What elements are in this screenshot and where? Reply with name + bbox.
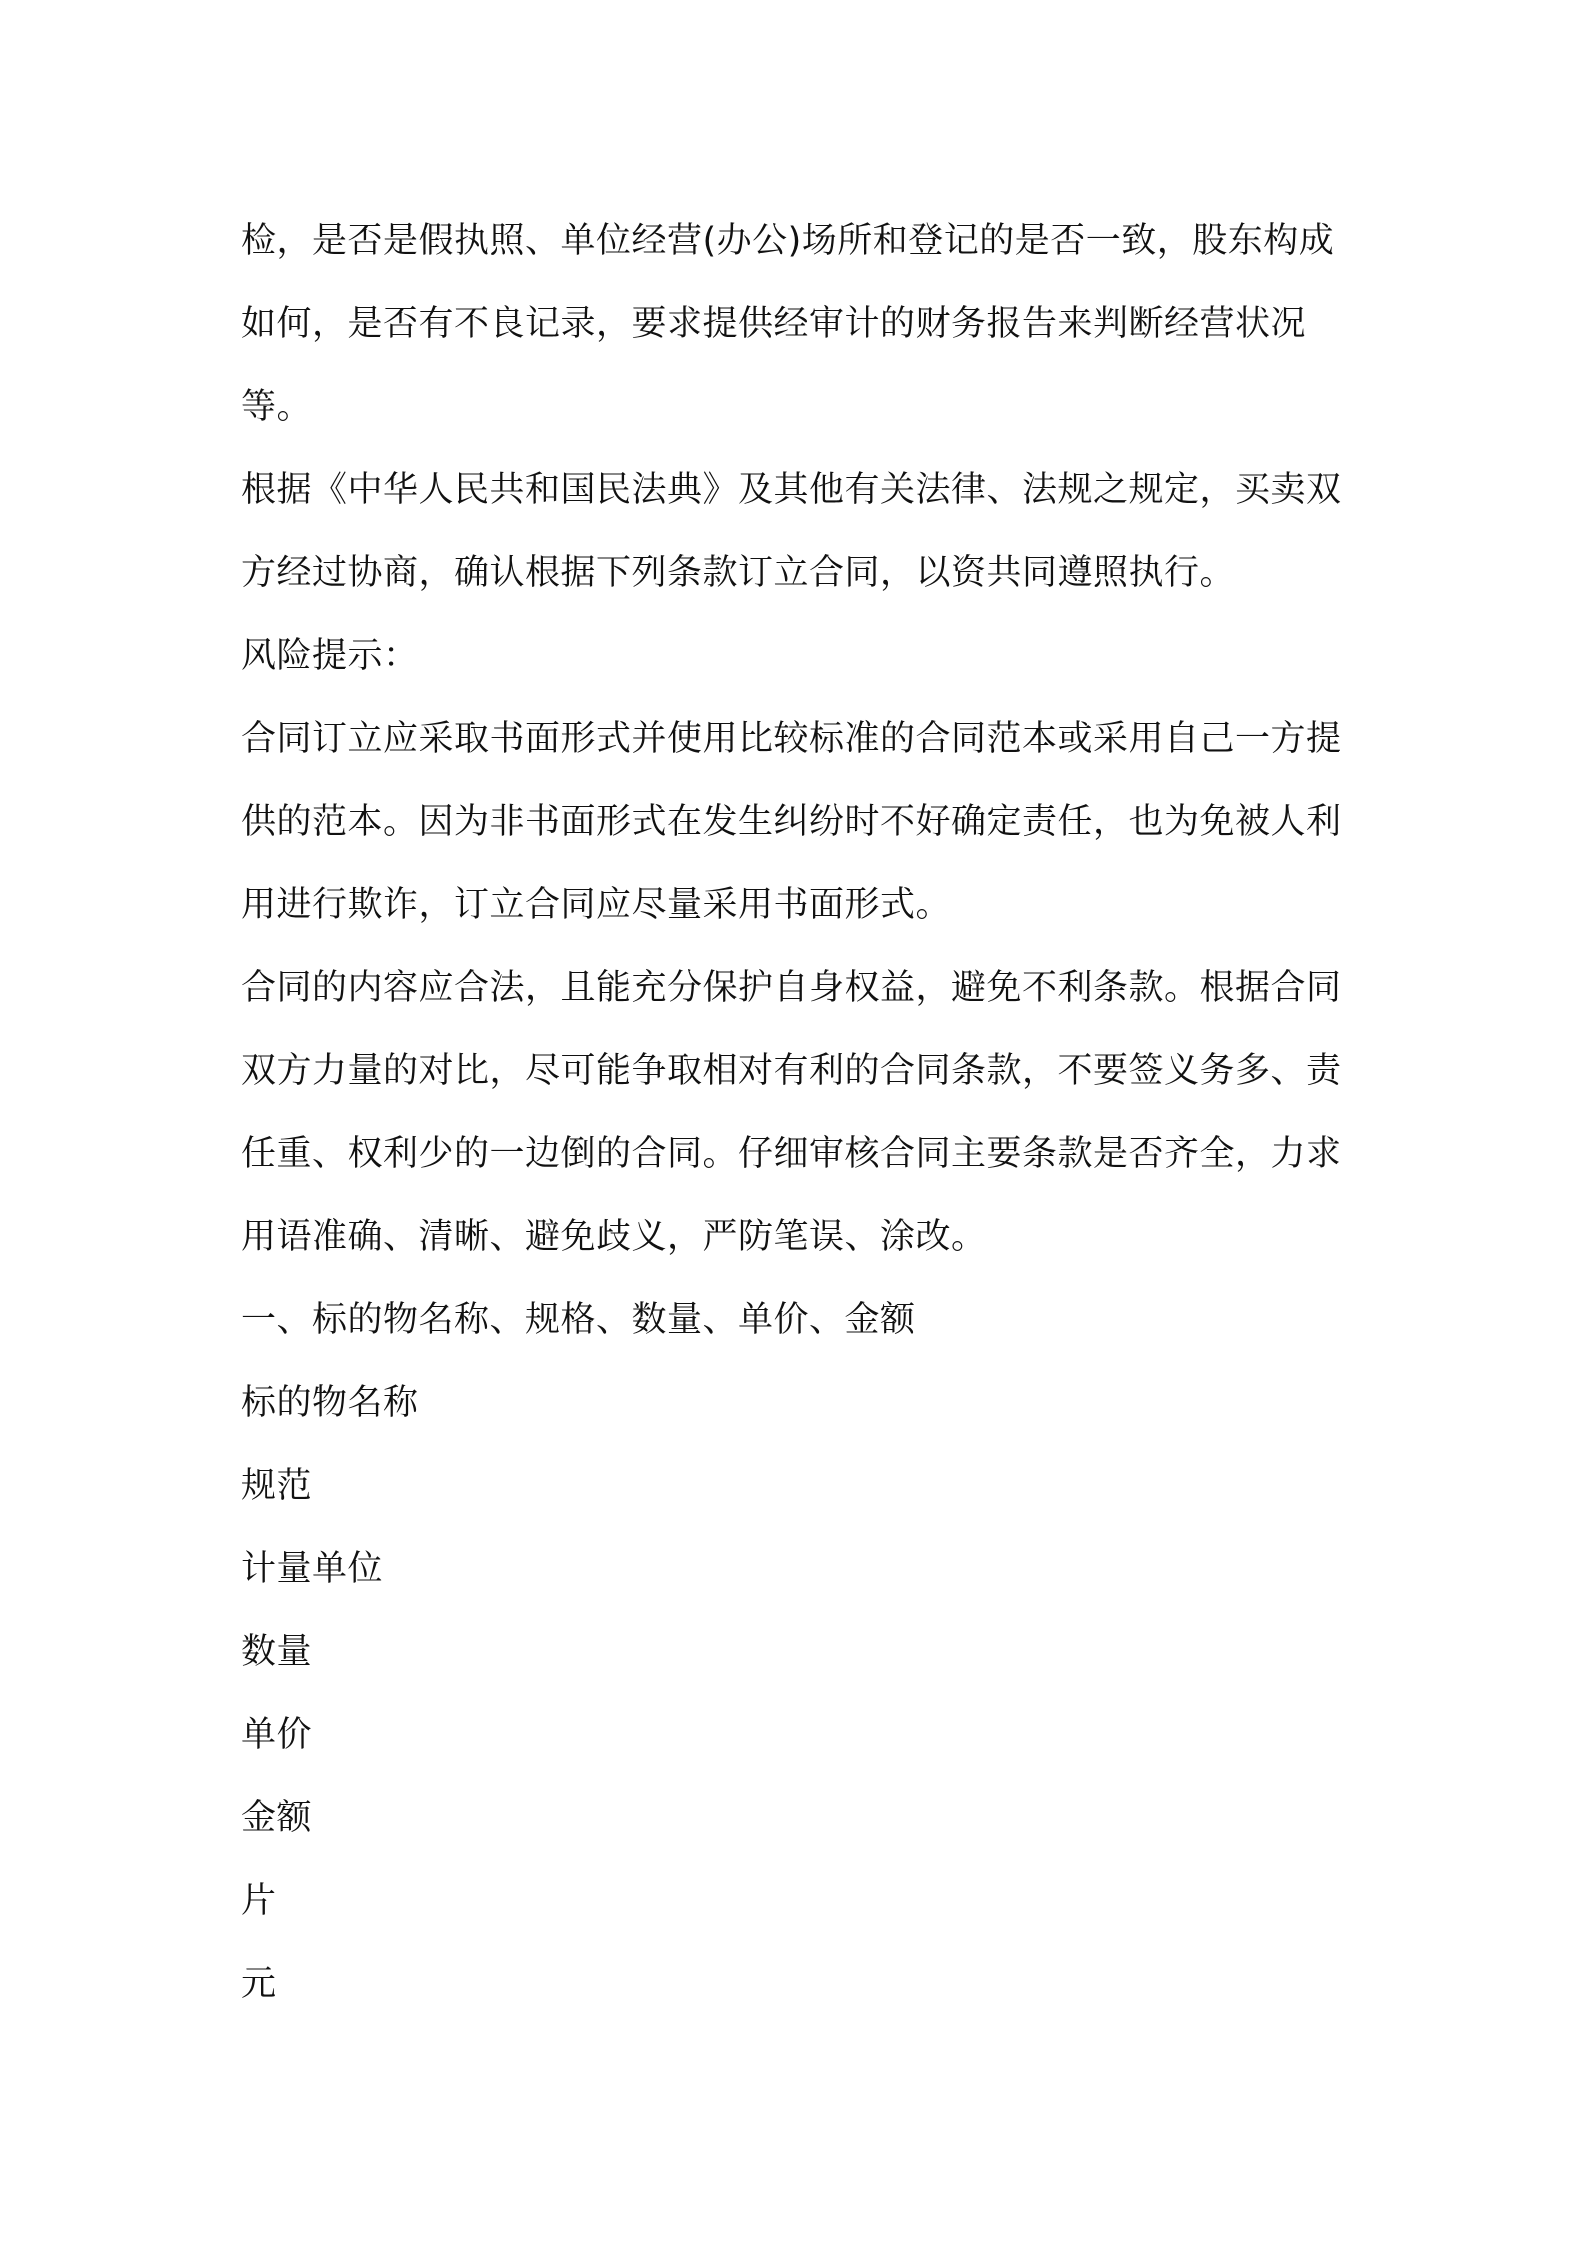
list-item-subject-name: 标的物名称 (241, 1383, 419, 1423)
list-item-unit-price: 单价 (241, 1715, 313, 1755)
paragraph-written-form: 合同订立应采取书面形式并使用比较标准的合同范本或采用自己一方提供的范本。因为非书面形式在发生纠纷时不好确定责任，也为免被人利用进行欺诈，订立合同应尽量采用书面形式。 (241, 719, 1342, 925)
list-item-quantity: 数量 (241, 1632, 313, 1672)
document-page (241, 200, 1361, 2026)
paragraph-business-check: 检，是否是假执照、单位经营(办公)场所和登记的是否一致，股东构成如何，是否有不良记录，要求提供经审计的财务报告来判断经营状况等。 (241, 221, 1335, 427)
list-item-spec: 规范 (241, 1466, 313, 1506)
section-heading-1: 一、标的物名称、规格、数量、单价、金额 (241, 1300, 916, 1340)
list-item-piece: 片 (241, 1881, 277, 1921)
list-item-unit: 计量单位 (241, 1549, 384, 1589)
risk-heading: 风险提示： (241, 636, 419, 676)
list-item-yuan: 元 (241, 1964, 277, 2004)
list-item-amount: 金额 (241, 1798, 313, 1838)
paragraph-legal-basis: 根据《中华人民共和国民法典》及其他有关法律、法规之规定，买卖双方经过协商，确认根据下列条款订立合同，以资共同遵照执行。 (241, 470, 1342, 593)
paragraph-content-legal: 合同的内容应合法，且能充分保护自身权益，避免不利条款。根据合同双方力量的对比，尽可能争取相对有利的合同条款，不要签义务多、责任重、权利少的一边倒的合同。仔细审核合同主要条款是否齐全，力求用语准确、清晰、避免歧义，严防笔误、涂改。 (241, 968, 1342, 1257)
